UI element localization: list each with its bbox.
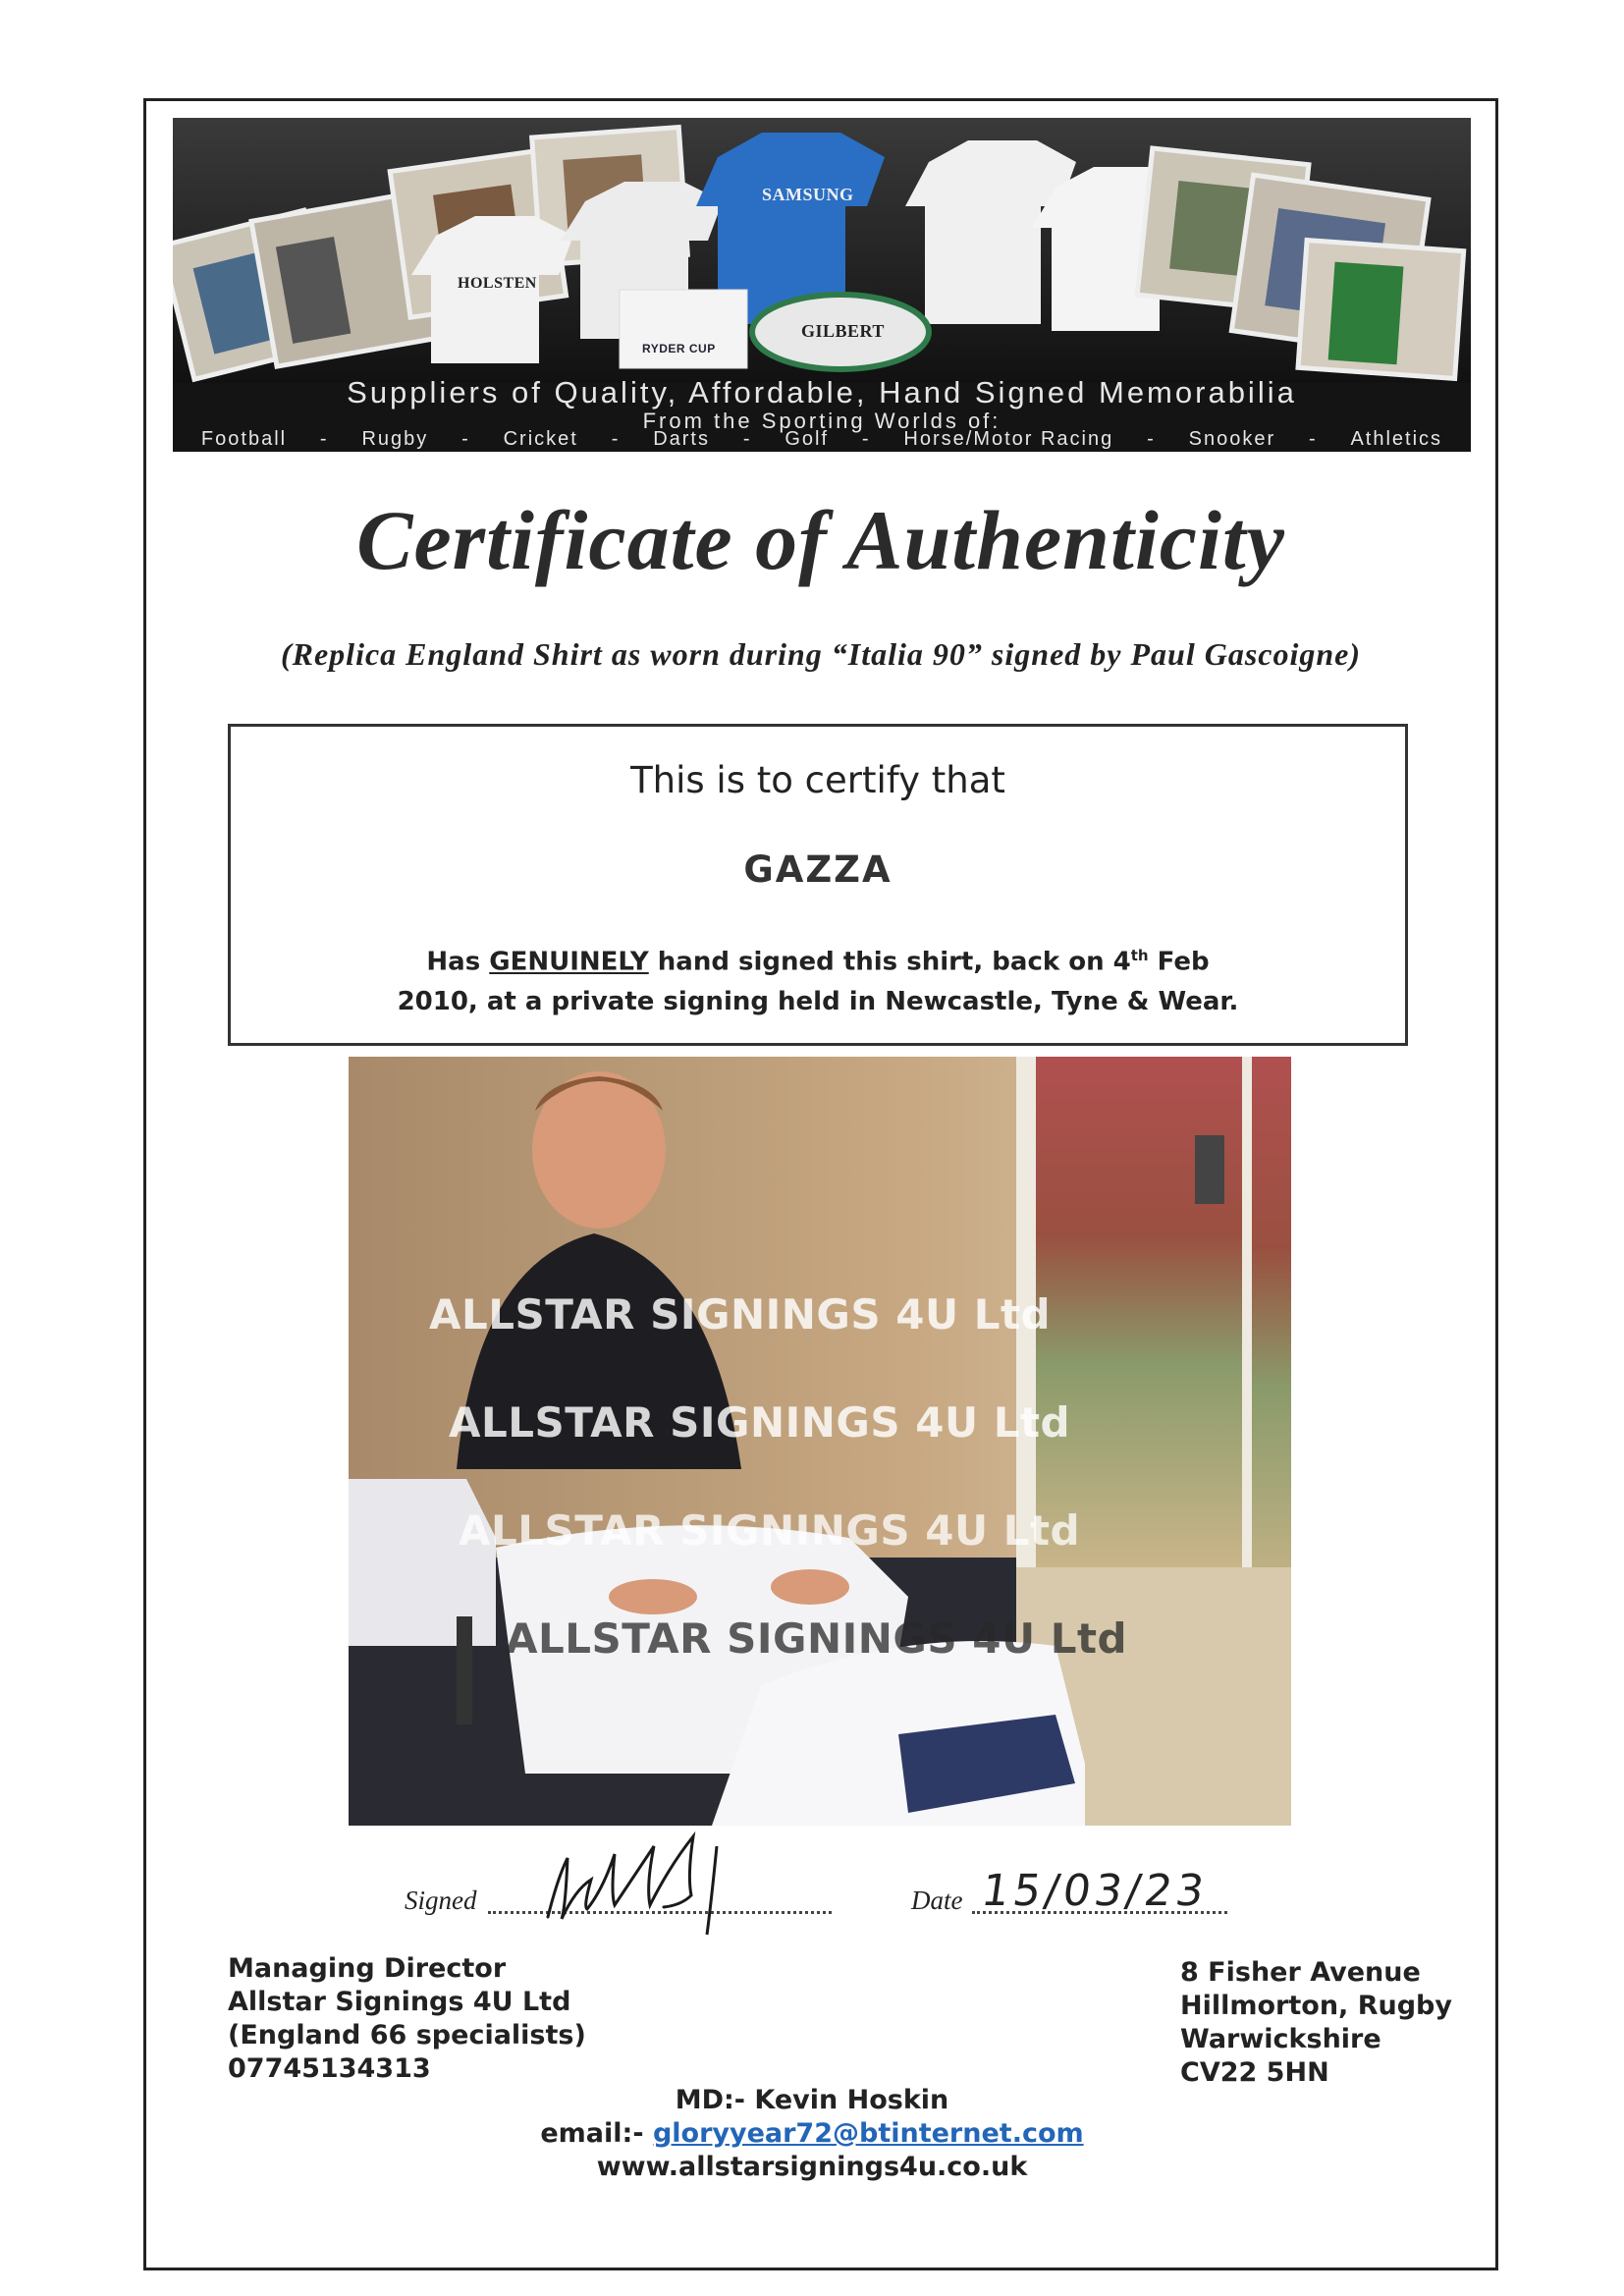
shirt-sponsor-center: SAMSUNG: [762, 185, 854, 204]
sport-item: Cricket: [503, 428, 578, 450]
sport-separator: -: [742, 428, 752, 450]
certification-box: [228, 724, 1408, 1046]
footer-website[interactable]: www.allstarsignings4u.co.uk: [596, 2152, 1028, 2182]
certify-statement: [231, 936, 1405, 1021]
footer-company: Allstar Signings 4U Ltd: [228, 1987, 571, 2017]
signing-photo: [349, 1057, 1291, 1826]
memorabilia-collage: [173, 118, 1471, 383]
date-label: Date: [911, 1886, 963, 1915]
statement-part: Feb: [1148, 947, 1210, 977]
footer-address-block: [1180, 1956, 1452, 2090]
sport-item: Football: [200, 428, 288, 450]
watermark: ALLSTAR SIGNINGS 4U Ltd: [459, 1506, 1081, 1555]
signer-name: GAZZA: [743, 848, 893, 891]
sport-item: Athletics: [1350, 428, 1443, 450]
sport-separator: -: [1147, 428, 1156, 450]
statement-part: Has: [426, 947, 490, 977]
sport-item: Snooker: [1188, 428, 1276, 450]
sport-item: Rugby: [361, 428, 429, 450]
email-link[interactable]: gloryyear72@btinternet.com: [652, 2118, 1084, 2149]
header-banner: [173, 118, 1471, 452]
banner-tagline: Suppliers of Quality, Affordable, Hand Signed Memorabilia: [347, 375, 1297, 410]
sport-separator: -: [461, 428, 470, 450]
shirt-sponsor-left: HOLSTEN: [458, 275, 537, 292]
watermark: ALLSTAR SIGNINGS 4U Ltd: [449, 1398, 1071, 1447]
address-town: Hillmorton, Rugby: [1180, 1991, 1452, 2021]
certificate-subtitle: (Replica England Shirt as worn during “Italia 90” signed by Paul Gascoigne): [280, 636, 1362, 672]
footer-specialty: (England 66 specialists): [228, 2020, 586, 2050]
statement-part: hand signed this shirt, back on 4: [648, 947, 1131, 977]
email-label: email:-: [540, 2118, 653, 2149]
footer-company-block: [228, 1952, 586, 2086]
handwritten-signature: [530, 1827, 785, 1954]
flag-text: RYDER CUP: [642, 342, 716, 355]
address-county: Warwickshire: [1180, 2024, 1381, 2054]
watermark: ALLSTAR SIGNINGS 4U Ltd: [429, 1290, 1052, 1339]
statement-emphasis: GENUINELY: [489, 947, 649, 977]
ball-brand: GILBERT: [801, 321, 885, 341]
address-street: 8 Fisher Avenue: [1180, 1957, 1421, 1988]
banner-subtag: From the Sporting Worlds of:: [642, 409, 1001, 433]
footer-email-row: [0, 2117, 1624, 2151]
certify-intro: This is to certify that: [630, 759, 1005, 801]
signed-label: Signed: [405, 1886, 477, 1915]
sport-item: Darts: [653, 428, 710, 450]
signature-row: [0, 1866, 1624, 1954]
date-value: 15/03/23: [978, 1866, 1212, 1916]
footer-phone: 07745134313: [228, 2053, 431, 2084]
sport-separator: -: [611, 428, 621, 450]
sport-item: Golf: [785, 428, 830, 450]
sport-separator: -: [861, 428, 871, 450]
sport-separator: -: [319, 428, 329, 450]
address-postcode: CV22 5HN: [1180, 2057, 1329, 2088]
sport-item: Horse/Motor Racing: [903, 428, 1114, 450]
statement-ordinal: th: [1130, 947, 1149, 964]
footer-md: MD:- Kevin Hoskin: [675, 2085, 949, 2115]
footer-role: Managing Director: [228, 1953, 507, 1984]
banner-sports-list: [173, 428, 1471, 451]
watermark: ALLSTAR SIGNINGS 4U Ltd: [506, 1614, 1128, 1663]
footer-contact-block: [0, 2084, 1624, 2184]
certificate-title: Certificate of Authenticity: [356, 493, 1285, 587]
sport-separator: -: [1308, 428, 1318, 450]
statement-line2: 2010, at a private signing held in Newcastle, Tyne & Wear.: [397, 986, 1239, 1016]
